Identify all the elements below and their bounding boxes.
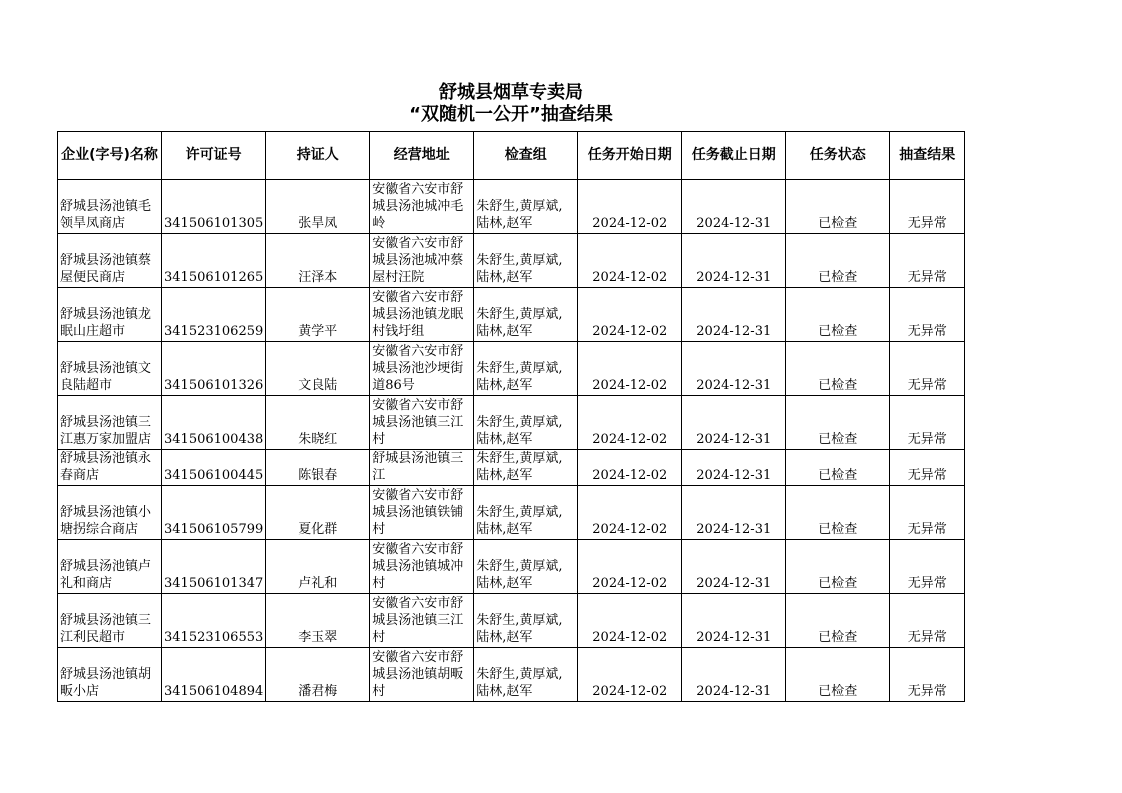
column-header-task-start-date: 任务开始日期 [578, 132, 682, 180]
business-address-cell: 舒城县汤池镇三江 [370, 450, 474, 486]
table-header-row [58, 132, 965, 180]
license-number-cell: 341506105799 [162, 486, 266, 540]
business-address-cell: 安徽省六安市舒城县汤池镇铁铺村 [370, 486, 474, 540]
inspection-result-cell: 无异常 [890, 648, 965, 702]
table-row [58, 180, 965, 234]
column-header-task-end-date: 任务截止日期 [682, 132, 786, 180]
page-subtitle: “双随机一公开”抽查结果 [409, 104, 613, 125]
table-row [58, 540, 965, 594]
inspection-group-cell: 朱舒生,黄厚斌,陆林,赵军 [474, 234, 578, 288]
company-name-cell: 舒城县汤池镇龙眠山庄超市 [58, 288, 162, 342]
business-address-cell: 安徽省六安市舒城县汤池镇三江村 [370, 594, 474, 648]
column-header-inspection-group: 检查组 [474, 132, 578, 180]
company-name-cell: 舒城县汤池镇小塘拐综合商店 [58, 486, 162, 540]
inspection-group-cell: 朱舒生,黄厚斌,陆林,赵军 [474, 648, 578, 702]
inspection-group-cell: 朱舒生,黄厚斌,陆林,赵军 [474, 486, 578, 540]
business-address-cell: 安徽省六安市舒城县汤池镇三江村 [370, 396, 474, 450]
inspection-group-cell: 朱舒生,黄厚斌,陆林,赵军 [474, 342, 578, 396]
license-holder-cell: 黄学平 [266, 288, 370, 342]
inspection-group-cell: 朱舒生,黄厚斌,陆林,赵军 [474, 288, 578, 342]
table-row [58, 594, 965, 648]
task-start-date-cell: 2024-12-02 [578, 180, 682, 234]
inspection-result-cell: 无异常 [890, 288, 965, 342]
column-header-license-number: 许可证号 [162, 132, 266, 180]
task-end-date-cell: 2024-12-31 [682, 594, 786, 648]
business-address-cell: 安徽省六安市舒城县汤池城冲毛岭 [370, 180, 474, 234]
license-holder-cell: 汪泽本 [266, 234, 370, 288]
task-end-date-cell: 2024-12-31 [682, 486, 786, 540]
table-row [58, 450, 965, 486]
license-holder-cell: 陈银春 [266, 450, 370, 486]
task-end-date-cell: 2024-12-31 [682, 648, 786, 702]
task-end-date-cell: 2024-12-31 [682, 180, 786, 234]
task-end-date-cell: 2024-12-31 [682, 342, 786, 396]
inspection-result-cell: 无异常 [890, 540, 965, 594]
task-start-date-cell: 2024-12-02 [578, 540, 682, 594]
company-name-cell: 舒城县汤池镇卢礼和商店 [58, 540, 162, 594]
license-number-cell: 341523106259 [162, 288, 266, 342]
inspection-group-cell: 朱舒生,黄厚斌,陆林,赵军 [474, 396, 578, 450]
column-header-task-status: 任务状态 [786, 132, 890, 180]
task-start-date-cell: 2024-12-02 [578, 648, 682, 702]
business-address-cell: 安徽省六安市舒城县汤池沙埂街道86号 [370, 342, 474, 396]
license-holder-cell: 潘君梅 [266, 648, 370, 702]
task-status-cell: 已检查 [786, 288, 890, 342]
license-number-cell: 341506104894 [162, 648, 266, 702]
table-row [58, 342, 965, 396]
inspection-group-cell: 朱舒生,黄厚斌,陆林,赵军 [474, 594, 578, 648]
company-name-cell: 舒城县汤池镇胡畈小店 [58, 648, 162, 702]
license-holder-cell: 夏化群 [266, 486, 370, 540]
license-holder-cell: 文良陆 [266, 342, 370, 396]
inspection-result-cell: 无异常 [890, 180, 965, 234]
license-number-cell: 341506101347 [162, 540, 266, 594]
task-status-cell: 已检查 [786, 648, 890, 702]
license-number-cell: 341506100445 [162, 450, 266, 486]
license-number-cell: 341506100438 [162, 396, 266, 450]
license-holder-cell: 李玉翠 [266, 594, 370, 648]
task-status-cell: 已检查 [786, 540, 890, 594]
table-row [58, 234, 965, 288]
table-row [58, 486, 965, 540]
inspection-result-cell: 无异常 [890, 450, 965, 486]
task-end-date-cell: 2024-12-31 [682, 288, 786, 342]
license-number-cell: 341523106553 [162, 594, 266, 648]
inspection-group-cell: 朱舒生,黄厚斌,陆林,赵军 [474, 450, 578, 486]
table-row [58, 396, 965, 450]
company-name-cell: 舒城县汤池镇文良陆超市 [58, 342, 162, 396]
column-header-license-holder: 持证人 [266, 132, 370, 180]
task-status-cell: 已检查 [786, 342, 890, 396]
task-status-cell: 已检查 [786, 234, 890, 288]
task-start-date-cell: 2024-12-02 [578, 450, 682, 486]
inspection-group-cell: 朱舒生,黄厚斌,陆林,赵军 [474, 540, 578, 594]
company-name-cell: 舒城县汤池镇三江惠万家加盟店 [58, 396, 162, 450]
page-title: 舒城县烟草专卖局 [439, 82, 583, 103]
business-address-cell: 安徽省六安市舒城县汤池镇龙眠村钱圩组 [370, 288, 474, 342]
business-address-cell: 安徽省六安市舒城县汤池镇胡畈村 [370, 648, 474, 702]
task-start-date-cell: 2024-12-02 [578, 288, 682, 342]
task-start-date-cell: 2024-12-02 [578, 234, 682, 288]
task-start-date-cell: 2024-12-02 [578, 594, 682, 648]
inspection-result-cell: 无异常 [890, 234, 965, 288]
task-start-date-cell: 2024-12-02 [578, 396, 682, 450]
task-end-date-cell: 2024-12-31 [682, 450, 786, 486]
table-row [58, 648, 965, 702]
license-holder-cell: 朱晓红 [266, 396, 370, 450]
task-end-date-cell: 2024-12-31 [682, 234, 786, 288]
task-end-date-cell: 2024-12-31 [682, 396, 786, 450]
license-holder-cell: 张旱凤 [266, 180, 370, 234]
task-status-cell: 已检查 [786, 486, 890, 540]
inspection-result-cell: 无异常 [890, 342, 965, 396]
company-name-cell: 舒城县汤池镇永春商店 [58, 450, 162, 486]
task-start-date-cell: 2024-12-02 [578, 342, 682, 396]
company-name-cell: 舒城县汤池镇蔡屋便民商店 [58, 234, 162, 288]
task-status-cell: 已检查 [786, 450, 890, 486]
business-address-cell: 安徽省六安市舒城县汤池镇城冲村 [370, 540, 474, 594]
column-header-business-address: 经营地址 [370, 132, 474, 180]
license-number-cell: 341506101305 [162, 180, 266, 234]
inspection-group-cell: 朱舒生,黄厚斌,陆林,赵军 [474, 180, 578, 234]
license-number-cell: 341506101265 [162, 234, 266, 288]
license-holder-cell: 卢礼和 [266, 540, 370, 594]
inspection-result-cell: 无异常 [890, 486, 965, 540]
business-address-cell: 安徽省六安市舒城县汤池城冲蔡屋村汪院 [370, 234, 474, 288]
license-number-cell: 341506101326 [162, 342, 266, 396]
inspection-results-table [57, 131, 965, 702]
task-end-date-cell: 2024-12-31 [682, 540, 786, 594]
inspection-result-cell: 无异常 [890, 594, 965, 648]
column-header-inspection-result: 抽查结果 [890, 132, 965, 180]
company-name-cell: 舒城县汤池镇毛领旱凤商店 [58, 180, 162, 234]
task-status-cell: 已检查 [786, 594, 890, 648]
column-header-company-name: 企业(字号)名称 [58, 132, 162, 180]
company-name-cell: 舒城县汤池镇三江利民超市 [58, 594, 162, 648]
task-status-cell: 已检查 [786, 180, 890, 234]
inspection-result-cell: 无异常 [890, 396, 965, 450]
table-row [58, 288, 965, 342]
task-start-date-cell: 2024-12-02 [578, 486, 682, 540]
task-status-cell: 已检查 [786, 396, 890, 450]
